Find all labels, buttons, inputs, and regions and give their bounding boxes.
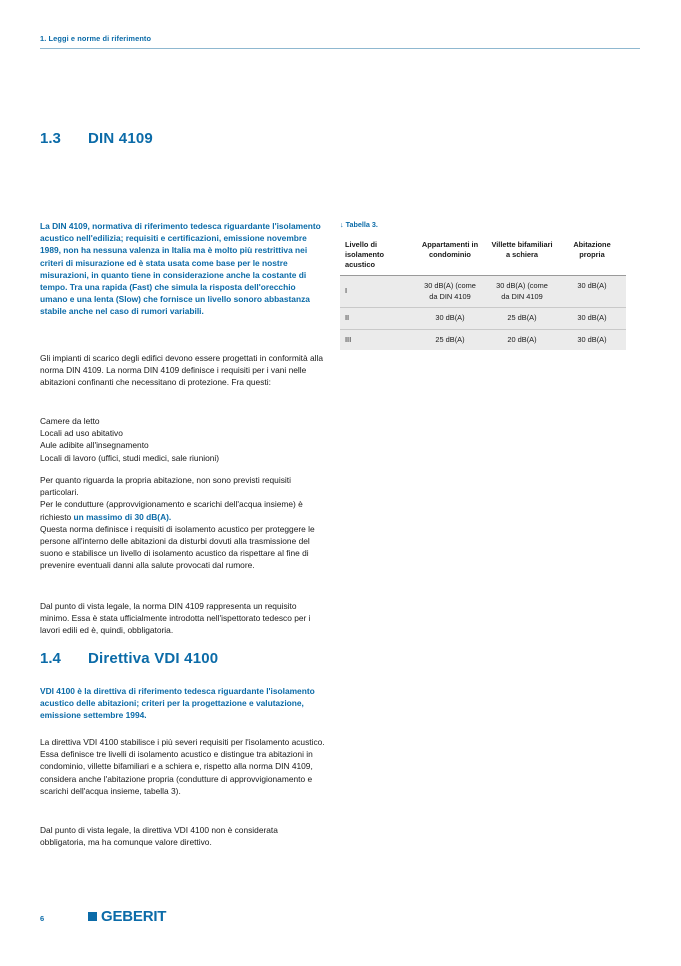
cell-level: III	[340, 329, 414, 350]
cell-propria: 30 dB(A)	[558, 329, 626, 350]
cell-level: II	[340, 308, 414, 330]
column-header-propria: Abitazione propria	[558, 235, 626, 276]
cell-propria: 30 dB(A)	[558, 308, 626, 330]
paragraph-2b-text: Per le condutture (approvvigionamento e scarichi dell'acqua insieme) è richiesto	[40, 499, 303, 522]
cell-condominio: 30 dB(A) (come da DIN 4109	[414, 276, 486, 308]
section-1-3-paragraph-2	[40, 474, 325, 572]
list-item: Locali ad uso abitativo	[40, 428, 123, 439]
highlight-max-30dba: un massimo di 30 dB(A).	[73, 511, 172, 522]
section-1-3-paragraph-1: Gli impianti di scarico degli edifici devono essere progettati in conformità alla norma DIN 4109. La norma DIN 4109 definisce i requisiti per i vani nelle abitazioni confinanti che necessitano di protezione. Fra questi:	[40, 353, 324, 388]
table-header	[340, 235, 626, 276]
cell-propria: 30 dB(A)	[558, 276, 626, 308]
section-1-3-paragraph-3: Dal punto di vista legale, la norma DIN 4109 rappresenta un requisito minimo. Essa è stata ufficialmente introdotta nell'ispettorato tedesco per i lavori edili ed è, quindi, obbligatoria.	[40, 601, 311, 636]
section-1-3-lead: La DIN 4109, normativa di riferimento tedesca riguardante l'isolamento acustico nell'edilizia; requisiti e certificazioni, emissione novembre 1989, non ha nessuna valenza in Italia ma è molto più restrittiva nei criteri di misurazione ed è stata usata come base per le nostre misurazioni, in quanto tiene in considerazione anche la costante di tempo. Tra una rapida (Fast) che simula la risposta dell'orecchio umano e una lenta (Slow) che fornisce un livello sonoro abbastanza stabile anche nel caso di rumori variabili.	[40, 221, 321, 317]
list-item: Locali di lavoro (uffici, studi medici, sale riunioni)	[40, 452, 220, 463]
running-header	[40, 34, 640, 49]
column-header-level: Livello di isolamento acustico	[340, 235, 414, 276]
page-number: 6	[40, 914, 45, 923]
list-item: Camere da letto	[40, 416, 100, 426]
section-1-3-paragraph-2a: Per quanto riguarda la propria abitazione, non sono previsti requisiti particolari.	[40, 475, 291, 498]
page-footer	[40, 908, 640, 928]
cell-condominio: 30 dB(A)	[414, 308, 486, 330]
table-3	[340, 235, 626, 350]
cell-level: I	[340, 276, 414, 308]
brand-logo-text: GEBERIT	[101, 908, 167, 925]
running-header-title: 1. Leggi e norme di riferimento	[40, 34, 152, 43]
cell-villette: 20 dB(A)	[486, 329, 558, 350]
section-1-4-number: 1.4	[40, 650, 61, 667]
table-row	[340, 308, 626, 330]
section-1-4-title: Direttiva VDI 4100	[88, 650, 219, 667]
table-body	[340, 276, 626, 351]
cell-condominio: 25 dB(A)	[414, 329, 486, 350]
section-1-4-paragraph-1: La direttiva VDI 4100 stabilisce i più severi requisiti per l'isolamento acustico. Essa definisce tre livelli di isolamento acustico e distingue tra abitazioni in condominio, villette bifamiliari e a schiera e, rispetto alla norma DIN 4109, considera anche l'abitazione propria (condutture di approvvigionamento e scarichi dell'acqua insieme, tabella 3).	[40, 737, 325, 796]
column-header-condominio: Appartamenti in condominio	[414, 235, 486, 276]
section-1-3-paragraph-2c: Questa norma definisce i requisiti di isolamento acustico per proteggere le persone all'interno delle abitazioni da disturbi dovuti alla trasmissione del suono e stabilisce un livello di isolamento acustico da rispettare al fine di prevenire eventuali danni alla salute provocati dal rumore.	[40, 523, 315, 571]
section-1-3-room-list	[40, 415, 325, 464]
header-divider	[40, 48, 640, 49]
cell-villette: 25 dB(A)	[486, 308, 558, 330]
section-1-3-paragraph-2b	[40, 498, 325, 522]
brand-logo	[88, 908, 166, 925]
section-1-4-lead: VDI 4100 è la direttiva di riferimento tedesca riguardante l'isolamento acustico delle abitazioni; criteri per la progettazione e valutazione, emissione settembre 1994.	[40, 686, 315, 721]
column-header-villette: Villette bifamiliari a schiera	[486, 235, 558, 276]
table-3-container	[340, 220, 626, 350]
list-item: Aule adibite all'insegnamento	[40, 440, 149, 451]
cell-villette: 30 dB(A) (come da DIN 4109	[486, 276, 558, 308]
table-header-row	[340, 235, 626, 276]
section-1-3-title: DIN 4109	[88, 130, 153, 147]
table-row	[340, 329, 626, 350]
table-caption: ↓ Tabella 3.	[340, 220, 378, 229]
section-1-3-number: 1.3	[40, 130, 61, 147]
table-row	[340, 276, 626, 308]
square-mark-icon	[88, 912, 97, 921]
section-1-4-paragraph-2: Dal punto di vista legale, la direttiva VDI 4100 non è considerata obbligatoria, ma ha comunque valore direttivo.	[40, 825, 278, 848]
